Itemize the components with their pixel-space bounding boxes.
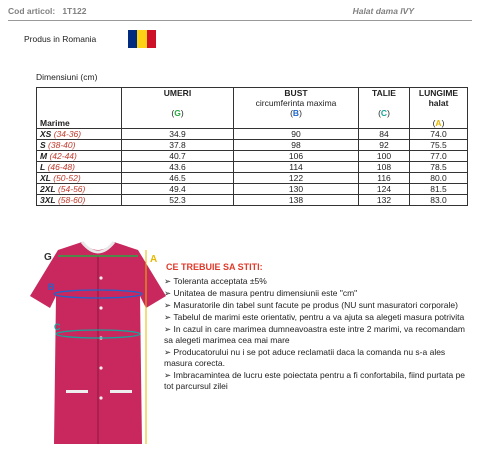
size-cell [37,195,122,206]
shoulders-cell: 46.5 [122,173,234,184]
table-row [37,195,468,206]
tip-item [164,312,470,323]
length-cell: 80.0 [410,173,468,184]
origin-text: Produs in Romania [24,34,97,44]
pocket-trim [66,390,88,393]
bust-cell: 90 [234,129,359,140]
size-code: XL [40,173,51,183]
length-cell: 83.0 [410,195,468,206]
shoulders-cell: 52.3 [122,195,234,206]
button-icon [99,306,102,309]
tip-text: Producatorului nu i se pot aduce reclamatii daca la comanda nu s-a ales masura corecta. [164,347,446,368]
tip-item [164,276,470,287]
length-cell: 78.5 [410,162,468,173]
label-b: B [48,282,55,292]
size-code: M [40,151,48,161]
arrow-bullet-icon: ➢ [164,300,172,310]
size-range: (42-44) [49,151,77,161]
size-range: (50-52) [53,173,81,183]
flag-stripe-blue [128,30,137,48]
col-waist: TALIE (C) [359,88,410,129]
size-range: (58-60) [57,195,86,205]
tip-text: Tabelul de marimi este orientativ, pentru a va ajuta sa alegeti masura potrivita [173,312,465,322]
header-divider [8,20,472,21]
bust-cell: 106 [234,151,359,162]
flag-stripe-yellow [137,30,146,48]
shoulders-cell: 40.7 [122,151,234,162]
tips-title: CE TREBUIE SA STITI: [166,262,263,272]
table-row [37,129,468,140]
length-cell: 74.0 [410,129,468,140]
romania-flag-icon [128,30,156,48]
tip-item [164,324,470,346]
size-table-header [37,88,468,129]
table-row [37,140,468,151]
flag-stripe-red [147,30,156,48]
bust-cell: 122 [234,173,359,184]
size-range: (54-56) [57,184,86,194]
tip-text: In cazul in care marimea dumneavoastra este intre 2 marimi, va recomandam sa alegeti marimea cea mai mare [164,324,465,345]
length-cell: 81.5 [410,184,468,195]
label-c: C [54,322,61,332]
label-g: G [44,252,52,263]
tip-item [164,370,470,392]
garment-diagram [18,238,178,454]
size-cell [37,173,122,184]
waist-cell: 84 [359,129,410,140]
tip-item [164,288,470,299]
size-cell [37,151,122,162]
size-code: XS [40,129,52,139]
table-row [37,162,468,173]
size-code: S [40,140,46,150]
col-shoulders: UMERI (G) [122,88,234,129]
arrow-bullet-icon: ➢ [164,312,172,322]
tip-text: Masuratorile din tabel sunt facute pe produs (NU sunt masuratori corporale) [173,300,458,310]
col-length: LUNGIME halat (A) [410,88,468,129]
article-code [8,6,86,16]
button-icon [99,396,102,399]
table-row [37,184,468,195]
size-code: 2XL [40,184,56,194]
size-cell [37,162,122,173]
arrow-bullet-icon: ➢ [164,288,172,298]
button-icon [99,276,102,279]
bust-cell: 114 [234,162,359,173]
size-range: (34-36) [53,129,82,139]
tip-text: Imbracamintea de lucru este poiectata pentru a fi confortabila, fiind purtata pe tot parcursul zilei [164,370,466,391]
button-icon [99,366,102,369]
arrow-bullet-icon: ➢ [164,370,172,380]
waist-cell: 92 [359,140,410,151]
waist-cell: 100 [359,151,410,162]
waist-cell: 124 [359,184,410,195]
tips-list [164,276,470,393]
size-table [36,87,468,206]
size-range: (38-40) [48,140,76,150]
col-size: Marime [37,88,122,129]
tip-text: Unitatea de masura pentru dimensiunii este "cm" [173,288,358,298]
tip-text: Toleranta acceptata ±5% [173,276,267,286]
tip-item [164,300,470,311]
arrow-bullet-icon: ➢ [164,324,172,334]
col-bust: BUST circumferinta maxima (B) [234,88,359,129]
label-a: A [150,254,158,265]
waist-cell: 108 [359,162,410,173]
tip-item [164,347,470,369]
article-code-value: 1T122 [62,6,87,16]
bust-cell: 130 [234,184,359,195]
shoulders-cell: 37.8 [122,140,234,151]
pocket-trim [110,390,132,393]
length-cell: 75.5 [410,140,468,151]
table-row [37,151,468,162]
table-row [37,173,468,184]
product-name: Halat dama IVY [352,6,414,16]
arrow-bullet-icon: ➢ [164,276,172,286]
waist-cell: 116 [359,173,410,184]
size-code: 3XL [40,195,56,205]
dimensions-title: Dimensiuni (cm) [36,72,98,82]
bust-cell: 98 [234,140,359,151]
size-cell [37,129,122,140]
bust-cell: 138 [234,195,359,206]
arrow-bullet-icon: ➢ [164,347,172,357]
size-code: L [40,162,46,172]
shoulders-cell: 43.6 [122,162,234,173]
size-range: (46-48) [47,162,75,172]
size-cell [37,140,122,151]
size-cell [37,184,122,195]
article-code-label: Cod articol: [8,6,56,16]
shoulders-cell: 34.9 [122,129,234,140]
length-cell: 77.0 [410,151,468,162]
waist-cell: 132 [359,195,410,206]
page-header [8,6,472,18]
shoulders-cell: 49.4 [122,184,234,195]
